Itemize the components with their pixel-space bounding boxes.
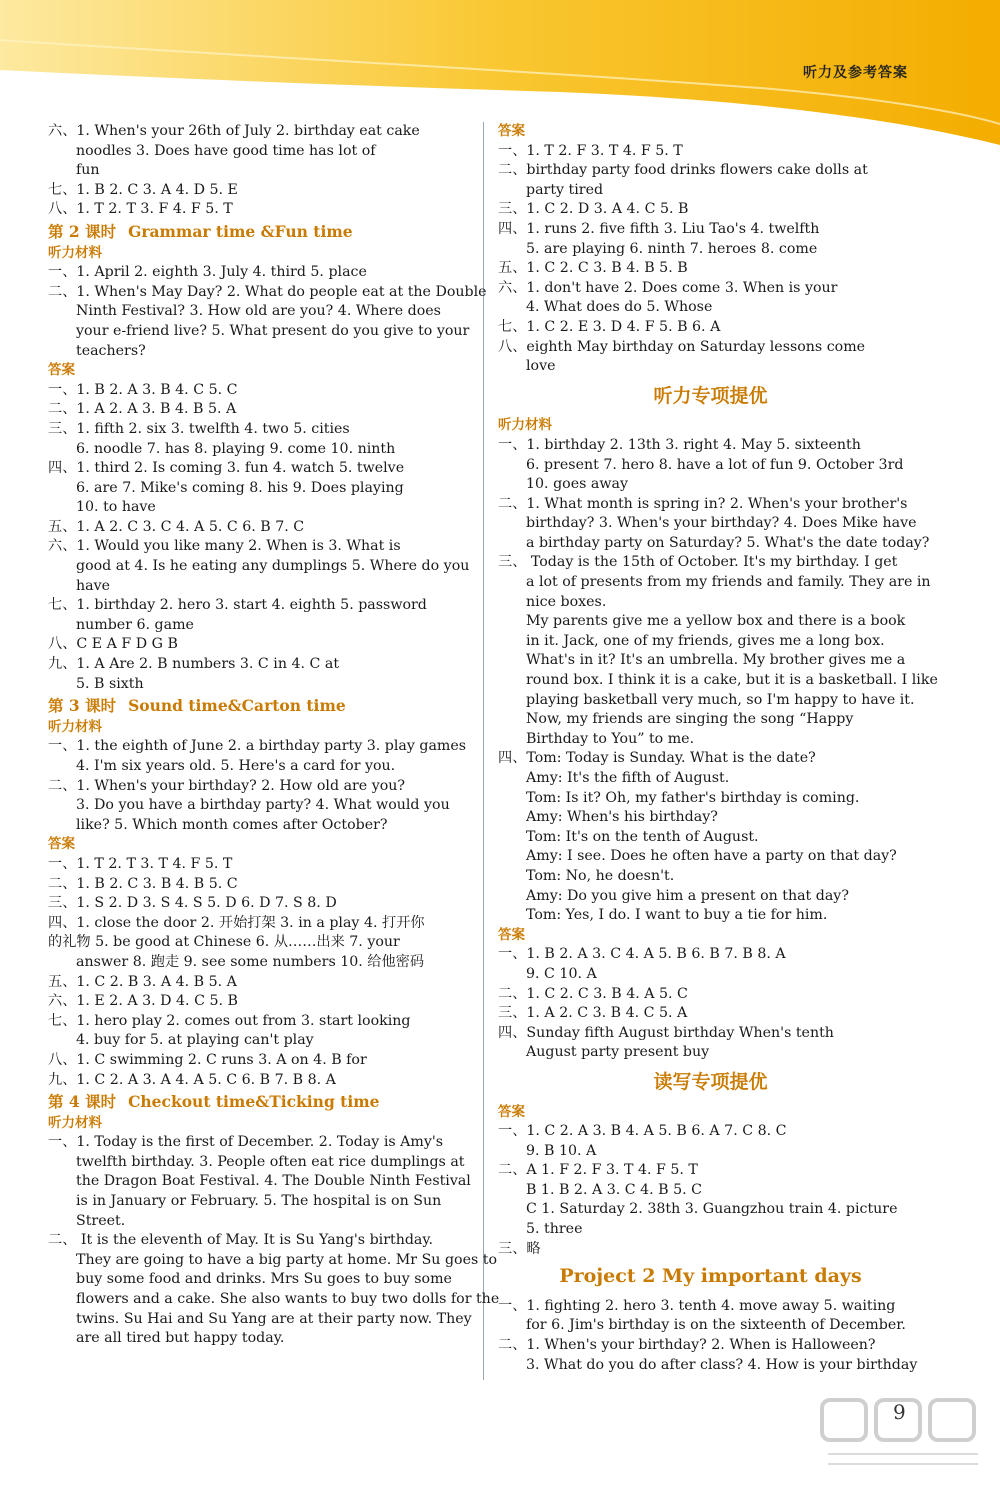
item-label: 三、	[48, 420, 77, 437]
item-text: 1. B 2. C 3. B 4. B 5. C	[76, 875, 238, 892]
item-label: 三、	[498, 201, 527, 218]
item-text: 1. Would you like many 2. When is 3. What is	[76, 538, 401, 555]
answer-line	[48, 777, 468, 797]
item-label: 七、	[498, 318, 527, 335]
item-label: 一、	[48, 381, 77, 398]
item-label: 二、	[498, 1162, 527, 1179]
item-label: 五、	[498, 260, 527, 277]
item-text: birthday party food drinks flowers cake dolls at	[526, 162, 868, 179]
item-label: 二、	[498, 1337, 527, 1354]
item-label: 二、	[48, 1232, 77, 1249]
answer-line	[48, 855, 468, 875]
item-text: Today is the 15th of October. It's my birthday. I get	[526, 554, 898, 571]
watermark-logo	[818, 1394, 988, 1478]
item-text: 1. When's your birthday? 2. When is Halloween?	[526, 1337, 876, 1354]
lesson-title: Grammar time &Fun time	[128, 221, 353, 241]
item-label: 六、	[48, 538, 77, 555]
page-number: 9	[893, 1400, 906, 1424]
answer-continuation: 4. What does do 5. Whose	[526, 299, 713, 316]
item-text: Tom: Today is Sunday. What is the date?	[526, 750, 816, 767]
item-label: 九、	[48, 1071, 77, 1088]
answer-continuation: Tom: Yes, I do. I want to buy a tie for him.	[526, 907, 828, 924]
item-text: 1. A Are 2. B numbers 3. C in 4. C at	[76, 656, 340, 673]
answer-continuation: twelfth birthday. 3. People often eat rice dumplings at	[76, 1153, 465, 1170]
item-label: 二、	[48, 283, 77, 300]
answer-continuation: birthday? 3. When's your birthday? 4. Does Mike have	[526, 515, 917, 532]
item-text: 1. T 2. T 3. F 4. F 5. T	[76, 201, 233, 218]
answer-continuation: your e-friend live? 5. What present do you give to your	[76, 322, 470, 339]
item-label: 一、	[498, 1297, 527, 1314]
item-text: 1. C 2. A 3. A 4. A 5. C 6. B 7. B 8. A	[76, 1071, 336, 1088]
item-label: 一、	[48, 1134, 77, 1151]
answer-line	[498, 1161, 923, 1181]
lesson-number: 第 2 课时	[48, 221, 117, 241]
answer-continuation: My parents give me a yellow box and there is a book	[526, 613, 906, 630]
left-column	[48, 122, 500, 1349]
lesson-number: 第 4 课时	[48, 1092, 117, 1112]
answer-continuation: 4. I'm six years old. 5. Here's a card for you.	[76, 758, 396, 774]
item-label: 八、	[48, 1051, 77, 1068]
item-text: 1. fifth 2. six 3. twelfth 4. two 5. cities	[76, 420, 350, 437]
subsection-label: 听力材料	[48, 1114, 102, 1131]
answer-line	[48, 122, 468, 142]
answer-continuation: 5. are playing 6. ninth 7. heroes 8. come	[526, 240, 818, 257]
item-label: 二、	[498, 985, 527, 1002]
subsection-label: 听力材料	[498, 417, 552, 434]
item-label: 八、	[498, 338, 527, 355]
subsection-label: 听力材料	[48, 244, 102, 261]
item-text: 1. C 2. E 3. D 4. F 5. B 6. A	[526, 318, 721, 335]
answer-continuation: twins. Su Hai and Su Yang are at their party now. They	[76, 1310, 472, 1327]
answer-continuation: buy some food and drinks. Mrs Su goes to buy some	[76, 1271, 452, 1288]
item-text: C E A F D G B	[76, 636, 178, 653]
answer-continuation: the Dragon Boat Festival. 4. The Double Ninth Festival	[76, 1173, 471, 1190]
answer-line	[498, 1336, 923, 1356]
answer-continuation: Now, my friends are singing the song “Happy	[526, 711, 854, 728]
item-label: 五、	[48, 973, 77, 990]
answer-continuation: Tom: No, he doesn't.	[526, 867, 675, 884]
item-label: 二、	[48, 401, 77, 418]
answer-continuation: in it. Jack, one of my friends, gives me a long box.	[526, 632, 885, 649]
answer-continuation: for 6. Jim's birthday is on the sixteenth of December.	[526, 1317, 906, 1334]
item-text: 1. T 2. T 3. T 4. F 5. T	[76, 855, 233, 872]
answer-line	[48, 420, 468, 440]
answer-continuation: like? 5. Which month comes after October?	[76, 816, 388, 833]
item-label: 八、	[48, 636, 77, 653]
answer-continuation: 10. goes away	[526, 476, 628, 493]
item-text: Sunday fifth August birthday When's tenth	[526, 1024, 834, 1041]
item-text: 略	[526, 1240, 541, 1257]
answer-continuation: 的礼物 5. be good at Chinese 6. 从……出来 7. your	[48, 934, 400, 951]
answer-continuation: 5. B sixth	[76, 675, 144, 692]
section-title: 听力专项提优	[653, 384, 768, 407]
item-text: 1. What month is spring in? 2. When's your brother's	[526, 495, 908, 512]
subsection-label: 答案	[48, 362, 75, 379]
answer-continuation: Tom: It's on the tenth of August.	[526, 828, 759, 845]
item-label: 三、	[498, 1005, 527, 1022]
answer-continuation: teachers?	[76, 342, 146, 359]
item-text: A 1. F 2. F 3. T 4. F 5. T	[526, 1162, 698, 1179]
item-label: 四、	[48, 914, 77, 931]
item-label: 四、	[498, 1024, 527, 1041]
answer-line	[498, 220, 923, 240]
item-text: 1. A 2. A 3. B 4. B 5. A	[76, 401, 237, 418]
answer-line	[498, 945, 923, 965]
answer-line	[498, 338, 923, 358]
answer-continuation: What's in it? It's an umbrella. My brother gives me a	[526, 652, 906, 669]
answer-line	[48, 596, 468, 616]
answer-line	[48, 263, 468, 283]
answer-line	[498, 553, 923, 573]
answer-line	[48, 894, 468, 914]
answer-line	[498, 200, 923, 220]
item-text: eighth May birthday on Saturday lessons come	[526, 338, 866, 355]
answer-continuation: Birthday to You” to me.	[526, 730, 695, 747]
subsection-label: 答案	[498, 926, 525, 943]
item-label: 一、	[48, 264, 77, 281]
subsection-label: 答案	[48, 836, 75, 853]
answer-continuation: 10. to have	[76, 499, 156, 516]
item-text: 1. birthday 2. 13th 3. right 4. May 5. sixteenth	[526, 436, 861, 453]
answer-continuation: a lot of presents from my friends and family. They are in	[526, 574, 931, 591]
answer-continuation: love	[526, 358, 556, 375]
item-text: 1. hero play 2. comes out from 3. start looking	[76, 1012, 411, 1029]
item-label: 三、	[498, 554, 527, 571]
item-text: 1. C 2. D 3. A 4. C 5. B	[526, 201, 689, 218]
item-text: 1. E 2. A 3. D 4. C 5. B	[76, 993, 238, 1010]
item-text: 1. T 2. F 3. T 4. F 5. T	[526, 142, 683, 159]
answer-line	[498, 142, 923, 162]
lesson-title: Checkout time&Ticking time	[128, 1092, 380, 1112]
item-text: 1. don't have 2. Does come 3. When is your	[526, 279, 838, 296]
answer-line	[48, 635, 468, 655]
item-text: 1. B 2. A 3. C 4. A 5. B 6. B 7. B 8. A	[526, 946, 786, 963]
answer-line	[48, 914, 468, 934]
item-label: 六、	[498, 279, 527, 296]
item-label: 二、	[48, 875, 77, 892]
answer-continuation: nice boxes.	[526, 593, 607, 610]
item-text: 1. A 2. C 3. C 4. A 5. C 6. B 7. C	[76, 518, 305, 535]
answer-line	[48, 381, 468, 401]
answer-continuation: noodles 3. Does have good time has lot of	[76, 142, 376, 159]
item-label: 一、	[498, 1123, 527, 1140]
answer-line	[48, 283, 487, 303]
lesson-heading	[48, 222, 468, 242]
answer-line	[48, 737, 468, 757]
answer-line	[48, 1051, 468, 1071]
answer-line	[498, 279, 923, 299]
answer-continuation: August party present buy	[526, 1044, 710, 1061]
answer-continuation: a birthday party on Saturday? 5. What's the date today?	[526, 534, 930, 551]
item-text: 1. C 2. A 3. B 4. A 5. B 6. A 7. C 8. C	[526, 1123, 787, 1140]
answer-continuation: playing basketball very much, so I'm happy to have it.	[526, 691, 915, 708]
subsection-label: 答案	[498, 1103, 525, 1120]
answer-continuation: 6. present 7. hero 8. have a lot of fun 9. October 3rd	[526, 456, 904, 473]
answer-line	[48, 518, 468, 538]
answer-line	[48, 655, 468, 675]
answer-continuation: 9. B 10. A	[526, 1142, 597, 1159]
item-text: 1. B 2. A 3. B 4. C 5. C	[76, 381, 238, 398]
answer-continuation: number 6. game	[76, 616, 194, 633]
item-text: 1. April 2. eighth 3. July 4. third 5. place	[76, 264, 367, 281]
item-label: 二、	[48, 777, 77, 794]
answer-line	[48, 992, 468, 1012]
answer-line	[498, 749, 923, 769]
answer-continuation: They are going to have a big party at home. Mr Su goes to	[76, 1251, 498, 1268]
answer-line	[48, 1071, 468, 1091]
answer-continuation: Amy: It's the fifth of August.	[526, 770, 730, 786]
subsection-label: 听力材料	[48, 718, 102, 735]
item-label: 六、	[48, 993, 77, 1010]
item-text: 1. close the door 2. 开始打架 3. in a play 4. 打开你	[76, 914, 425, 931]
item-text: 1. B 2. C 3. A 4. D 5. E	[76, 181, 238, 198]
item-label: 一、	[48, 855, 77, 872]
item-label: 一、	[498, 436, 527, 453]
answer-continuation: C 1. Saturday 2. 38th 3. Guangzhou train 4. picture	[526, 1201, 898, 1218]
item-text: 1. C 2. C 3. B 4. A 5. C	[526, 985, 688, 1002]
answer-continuation: answer 8. 跑走 9. see some numbers 10. 给他密码	[76, 953, 425, 970]
answer-continuation: 6. are 7. Mike's coming 8. his 9. Does playing	[76, 479, 404, 496]
item-text: 1. S 2. D 3. S 4. S 5. D 6. D 7. S 8. D	[76, 895, 337, 912]
answer-line	[48, 1012, 468, 1032]
answer-line	[498, 318, 923, 338]
answer-continuation: is in January or February. 5. The hospital is on Sun	[76, 1193, 442, 1210]
answer-line	[498, 985, 923, 1005]
answer-line	[498, 161, 923, 181]
answer-line	[498, 1297, 923, 1317]
item-label: 三、	[498, 1240, 527, 1257]
answer-line	[48, 181, 468, 201]
answer-continuation: 3. What do you do after class? 4. How is your birthday	[526, 1356, 918, 1373]
item-text: 1. C 2. B 3. A 4. B 5. A	[76, 973, 237, 990]
column-divider	[483, 122, 484, 1380]
item-text: 1. Today is the first of December. 2. Today is Amy's	[76, 1134, 444, 1151]
answer-continuation: party tired	[526, 181, 604, 198]
right-column	[498, 122, 938, 1375]
answer-line	[48, 973, 468, 993]
item-label: 二、	[498, 495, 527, 512]
item-label: 二、	[498, 162, 527, 179]
header-title: 听力及参考答案	[803, 65, 908, 81]
lesson-title: Sound time&Carton time	[128, 696, 346, 716]
project-title: Project 2 My important days	[559, 1265, 862, 1288]
answer-line	[498, 495, 923, 515]
answer-continuation: good at 4. Is he eating any dumplings 5. Where do you	[76, 558, 470, 575]
answer-line	[498, 436, 923, 456]
answer-line	[48, 875, 468, 895]
item-label: 四、	[498, 220, 527, 237]
item-label: 一、	[48, 738, 77, 755]
item-label: 三、	[48, 895, 77, 912]
item-text: 1. C 2. C 3. B 4. B 5. B	[526, 260, 688, 277]
item-label: 四、	[498, 750, 527, 767]
answer-continuation: 3. Do you have a birthday party? 4. What would you	[76, 797, 450, 814]
section-title: 读写专项提优	[653, 1070, 768, 1093]
answer-continuation: B 1. B 2. A 3. C 4. B 5. C	[526, 1181, 703, 1198]
subsection-label: 答案	[498, 123, 525, 139]
item-text: 1. When's May Day? 2. What do people eat at the Double	[76, 283, 487, 300]
answer-line	[48, 400, 468, 420]
answer-line	[498, 1240, 923, 1260]
item-text: 1. C swimming 2. C runs 3. A on 4. B for	[76, 1051, 367, 1068]
answer-line	[498, 259, 923, 279]
item-text: 1. runs 2. five fifth 3. Liu Tao's 4. twelfth	[526, 220, 820, 237]
item-text: 1. birthday 2. hero 3. start 4. eighth 5. password	[76, 597, 427, 614]
answer-continuation: Tom: Is it? Oh, my father's birthday is coming.	[526, 789, 860, 806]
item-label: 四、	[48, 460, 77, 477]
lesson-heading	[48, 696, 468, 716]
item-text: 1. When's your birthday? 2. How old are you?	[76, 777, 406, 794]
answer-continuation: fun	[76, 162, 100, 179]
item-label: 八、	[48, 201, 77, 218]
answer-continuation: 5. three	[526, 1221, 583, 1238]
item-text: 1. A 2. C 3. B 4. C 5. A	[526, 1005, 688, 1022]
item-label: 六、	[48, 123, 77, 139]
item-label: 一、	[498, 946, 527, 963]
answer-line	[48, 1133, 468, 1153]
answer-continuation: Street.	[76, 1212, 126, 1229]
item-text: 1. When's your 26th of July 2. birthday eat cake	[76, 123, 420, 139]
item-text: It is the eleventh of May. It is Su Yang's birthday.	[76, 1232, 434, 1249]
answer-continuation: Amy: Do you give him a present on that day?	[526, 887, 849, 904]
lesson-heading	[48, 1092, 468, 1112]
answer-continuation: round box. I think it is a cake, but it is a basketball. I like	[526, 672, 938, 689]
item-label: 一、	[498, 142, 527, 159]
answer-line	[498, 1004, 923, 1024]
answer-line	[48, 200, 468, 220]
answer-line	[48, 537, 468, 557]
answer-line	[498, 1024, 923, 1044]
item-label: 七、	[48, 1012, 77, 1029]
lesson-number: 第 3 课时	[48, 696, 117, 716]
item-text: 1. third 2. Is coming 3. fun 4. watch 5. twelve	[76, 460, 405, 477]
answer-continuation: 6. noodle 7. has 8. playing 9. come 10. ninth	[76, 440, 396, 457]
answer-continuation: 9. C 10. A	[526, 965, 597, 982]
answer-continuation: have	[76, 577, 111, 594]
item-text: 1. the eighth of June 2. a birthday party 3. play games	[76, 738, 467, 755]
item-label: 九、	[48, 656, 77, 673]
answer-continuation: are all tired but happy today.	[76, 1330, 285, 1347]
answer-continuation: Amy: When's his birthday?	[526, 809, 718, 826]
item-label: 七、	[48, 181, 77, 198]
answer-line	[48, 459, 468, 479]
item-label: 七、	[48, 597, 77, 614]
answer-line	[498, 1122, 923, 1142]
answer-continuation: Ninth Festival? 3. How old are you? 4. Where does	[76, 303, 441, 320]
item-label: 五、	[48, 518, 77, 535]
answer-continuation: Amy: I see. Does he often have a party on that day?	[526, 848, 897, 865]
answer-continuation: flowers and a cake. She also wants to buy two dolls for the	[76, 1291, 500, 1308]
answer-line	[48, 1231, 468, 1251]
answer-continuation: 4. buy for 5. at playing can't play	[76, 1032, 314, 1049]
item-text: 1. fighting 2. hero 3. tenth 4. move away 5. waiting	[526, 1297, 896, 1314]
